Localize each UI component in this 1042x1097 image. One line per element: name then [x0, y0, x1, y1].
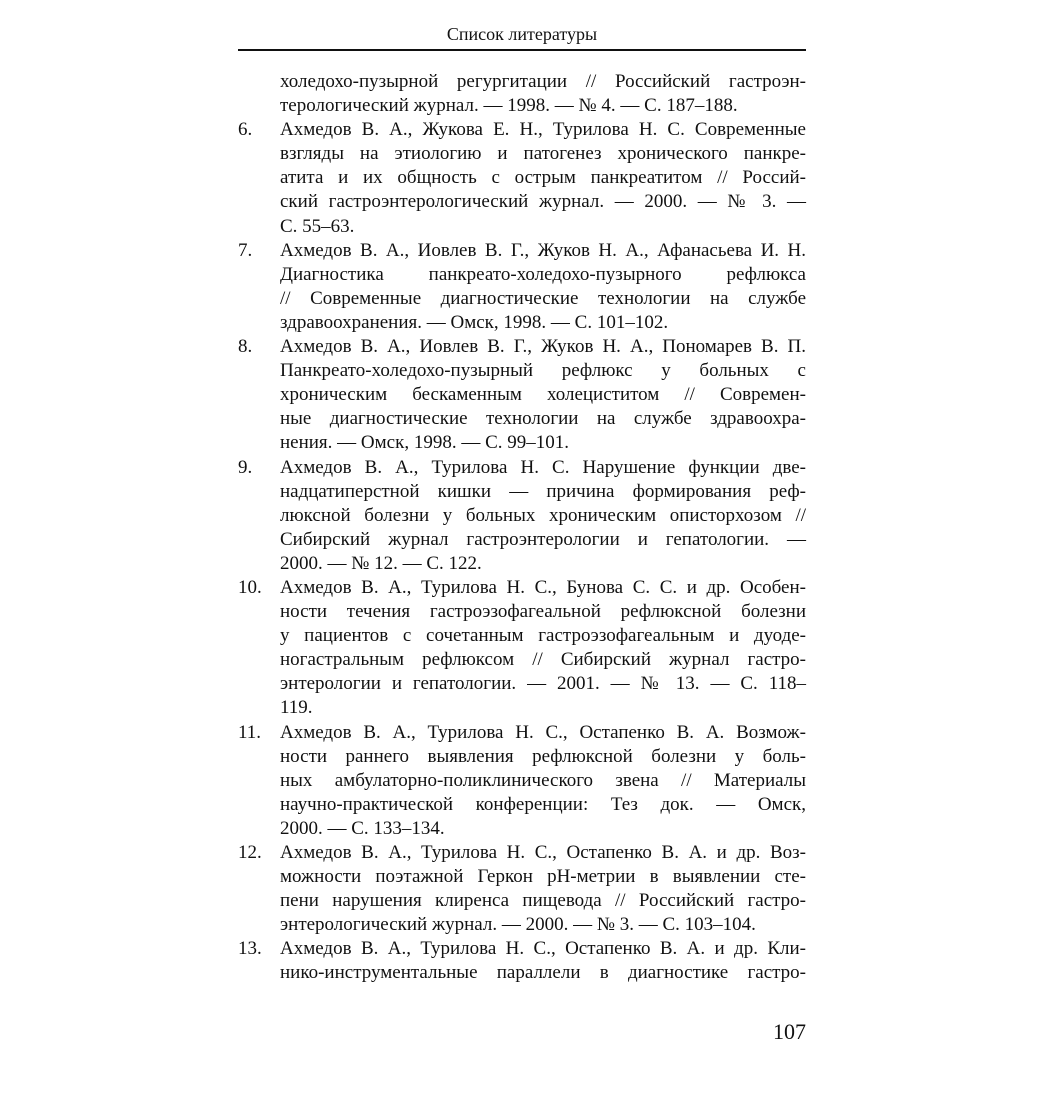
reference-entry-6	[238, 118, 806, 238]
reference-line: Диагностика панкреато-холедохо-пузырного рефлюкса	[280, 263, 806, 285]
reference-entry-12	[238, 841, 806, 937]
reference-number: 10.	[238, 576, 262, 598]
reference-line: Ахмедов В. А., Турилова Н. С., Остапенко В. А. и др. Кли-	[280, 938, 806, 960]
reference-line: люксной болезни у больных хроническим описторхозом //	[280, 504, 806, 526]
reference-line: 119.	[280, 697, 313, 719]
header-rule	[238, 49, 806, 51]
reference-entry-10	[238, 576, 806, 721]
reference-line: ных амбулаторно-поликлинического звена // Материалы	[280, 769, 806, 791]
reference-line: Ахмедов В. А., Иовлев В. Г., Жуков Н. А., Пономарев В. П.	[280, 336, 806, 358]
reference-continuation	[238, 70, 806, 118]
reference-line: Ахмедов В. А., Турилова Н. С., Остапенко В. А. и др. Воз-	[280, 842, 806, 863]
reference-line: Ахмедов В. А., Турилова Н. С., Бунова С. С. и др. Особен-	[280, 576, 806, 598]
reference-line: холедохо-пузырной регургитации // Российский гастроэн-	[280, 71, 806, 92]
reference-line: 2000. — С. 133–134.	[280, 817, 445, 839]
reference-line: взгляды на этиологию и патогенез хронического панкре-	[280, 143, 806, 165]
reference-line: ности раннего выявления рефлюксной болезни у боль-	[280, 745, 806, 767]
reference-line: энтерологический журнал. — 2000. — № 3. — С. 103–104.	[280, 914, 756, 936]
reference-line: нико-инструментальные параллели в диагностике гастро-	[280, 962, 806, 984]
reference-line: хроническим бескаменным холециститом // Современ-	[280, 384, 806, 406]
reference-number: 11.	[238, 721, 262, 743]
reference-line: надцатиперстной кишки — причина формирования реф-	[280, 480, 806, 502]
reference-number: 12.	[238, 842, 262, 863]
reference-number: 9.	[238, 456, 253, 478]
reference-line: энтерологии и гепатологии. — 2001. — № 13. — С. 118–	[280, 673, 806, 695]
reference-line: у пациентов с сочетанным гастроэзофагеальным и дуоде-	[280, 625, 806, 647]
reference-entry-7	[238, 239, 806, 335]
reference-entry-8	[238, 335, 806, 455]
reference-line: Ахмедов В. А., Турилова Н. С. Нарушение функции две-	[280, 456, 806, 478]
reference-line: С. 55–63.	[280, 215, 355, 237]
reference-line: ности течения гастроэзофагеальной рефлюксной болезни	[280, 601, 806, 623]
reference-entry-13	[238, 937, 806, 985]
reference-line: ский гастроэнтерологический журнал. — 2000. — № 3. —	[280, 191, 806, 213]
reference-entry-9	[238, 456, 806, 576]
reference-number: 8.	[238, 336, 253, 358]
reference-line: можности поэтажной Геркон pH-метрии в выявлении сте-	[280, 866, 806, 888]
reference-line: Ахмедов В. А., Жукова Е. Н., Турилова Н. С. Современные	[280, 119, 806, 141]
reference-line: здравоохранения. — Омск, 1998. — С. 101–102.	[280, 311, 669, 333]
reference-line: атита и их общность с острым панкреатитом // Россий-	[280, 167, 806, 189]
running-head: Список литературы	[446, 24, 598, 44]
reference-number: 13.	[238, 938, 262, 960]
reference-line: нения. — Омск, 1998. — С. 99–101.	[280, 432, 570, 454]
reference-line: пени нарушения клиренса пищевода // Российский гастро-	[280, 890, 806, 912]
page-number: 107	[773, 1019, 806, 1044]
reference-line: Панкреато-холедохо-пузырный рефлюкс у больных с	[280, 360, 806, 382]
reference-line: Сибирский журнал гастроэнтерологии и гепатологии. —	[280, 528, 806, 550]
reference-number: 6.	[238, 119, 253, 141]
reference-entry-11	[238, 721, 806, 841]
reference-line: ные диагностические технологии на службе здравоохра-	[280, 408, 806, 430]
reference-line: Ахмедов В. А., Иовлев В. Г., Жуков Н. А., Афанасьева И. Н.	[280, 239, 806, 261]
reference-list	[238, 70, 806, 986]
reference-line: // Современные диагностические технологии на службе	[280, 287, 806, 309]
reference-line: 2000. — № 12. — С. 122.	[280, 552, 482, 574]
reference-line: ногастральным рефлюксом // Сибирский журнал гастро-	[280, 649, 806, 671]
reference-number: 7.	[238, 239, 253, 261]
reference-line: Ахмедов В. А., Турилова Н. С., Остапенко В. А. Возмож-	[280, 721, 806, 743]
reference-line: научно-практической конференции: Тез док. — Омск,	[280, 793, 806, 815]
reference-line: терологический журнал. — 1998. — № 4. — С. 187–188.	[280, 95, 738, 117]
